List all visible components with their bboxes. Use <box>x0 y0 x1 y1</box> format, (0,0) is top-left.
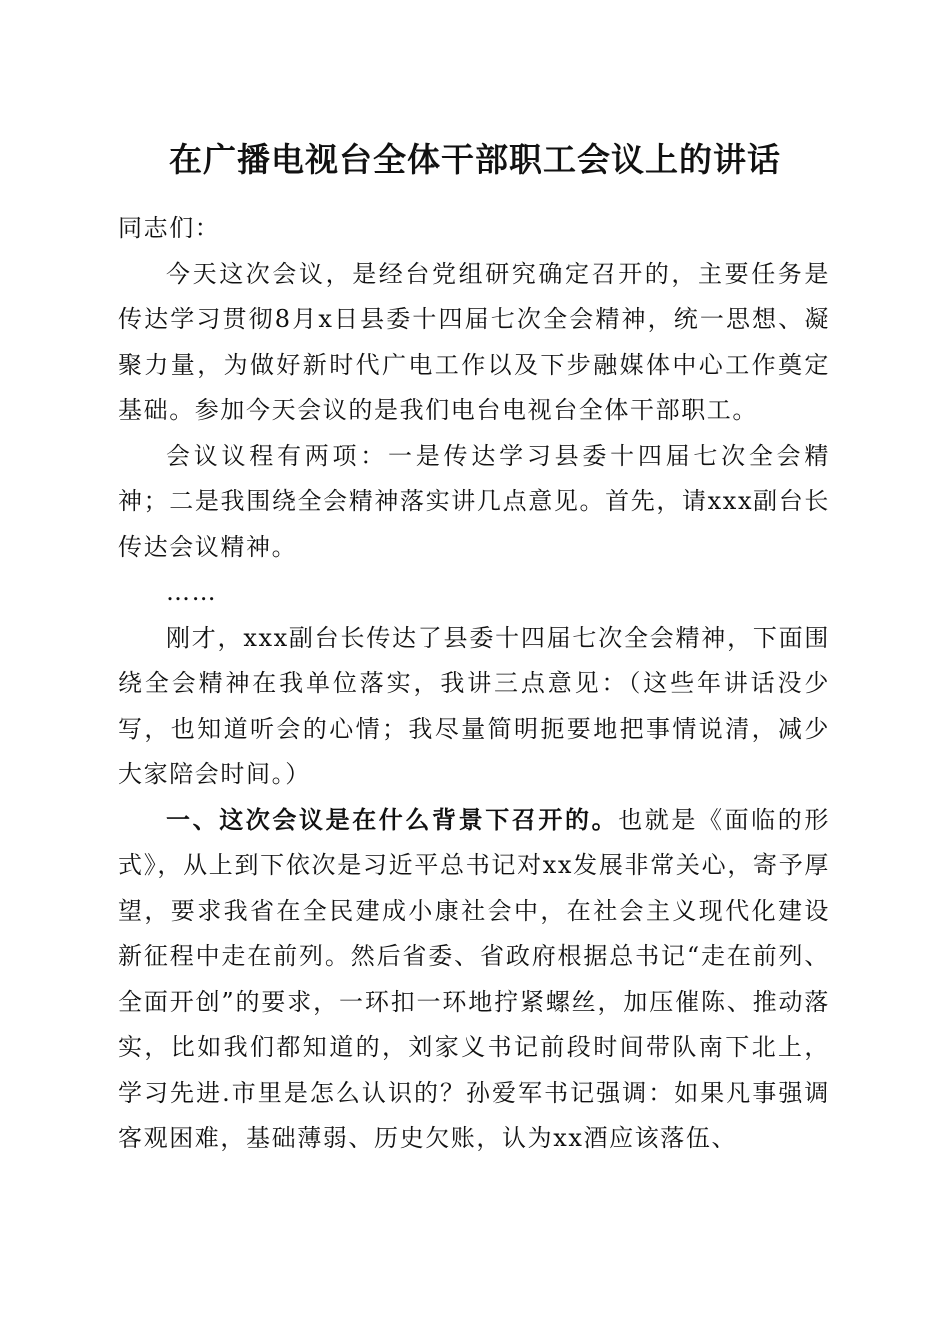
paragraph-agenda: 会议议程有两项：一是传达学习县委十四届七次全会精神；二是我围绕全会精神落实讲几点意见。首先，请xxx副台长传达会议精神。 <box>118 441 830 561</box>
section-1-text: 也就是《面临的形式》，从上到下依次是习近平总书记对xx发展非常关心，寄予厚望，要求我省在全民建成小康社会中，在社会主义现代化建设新征程中走在前列。然后省委、省政府根据总书记“走在前列、全面开创”的要求，一环扣一环地拧紧螺丝，加压催陈、推动落实，比如我们都知道的，刘家义书记前段时间带队南下北上，学习先进.市里是怎么认识的？孙爱军书记强调：如果凡事强调客观困难，基础薄弱、历史欠账，认为xx酒应该落伍、 <box>118 805 830 1152</box>
document-body <box>118 206 830 1162</box>
document-title: 在广播电视台全体干部职工会议上的讲话 <box>169 140 781 179</box>
salutation: 同志们： <box>118 214 221 242</box>
paragraph-opening: 今天这次会议，是经台党组研究确定召开的，主要任务是传达学习贯彻8月x日县委十四届七次全会精神，统一思想、凝聚力量，为做好新时代广电工作以及下步融媒体中心工作奠定基础。参加今天会议的是我们电台电视台全体干部职工。 <box>118 259 830 424</box>
paragraph-transition: 刚才，xxx副台长传达了县委十四届七次全会精神，下面围绕全会精神在我单位落实，我讲三点意见：（这些年讲话没少写，也知道听会的心情；我尽量简明扼要地把事情说清，减少大家陪会时间。） <box>118 623 830 788</box>
paragraph-ellipsis: …… <box>166 578 218 606</box>
section-1-heading: 一、这次会议是在什么背景下召开的。 <box>166 805 619 834</box>
paragraph-section-1 <box>118 798 830 1162</box>
